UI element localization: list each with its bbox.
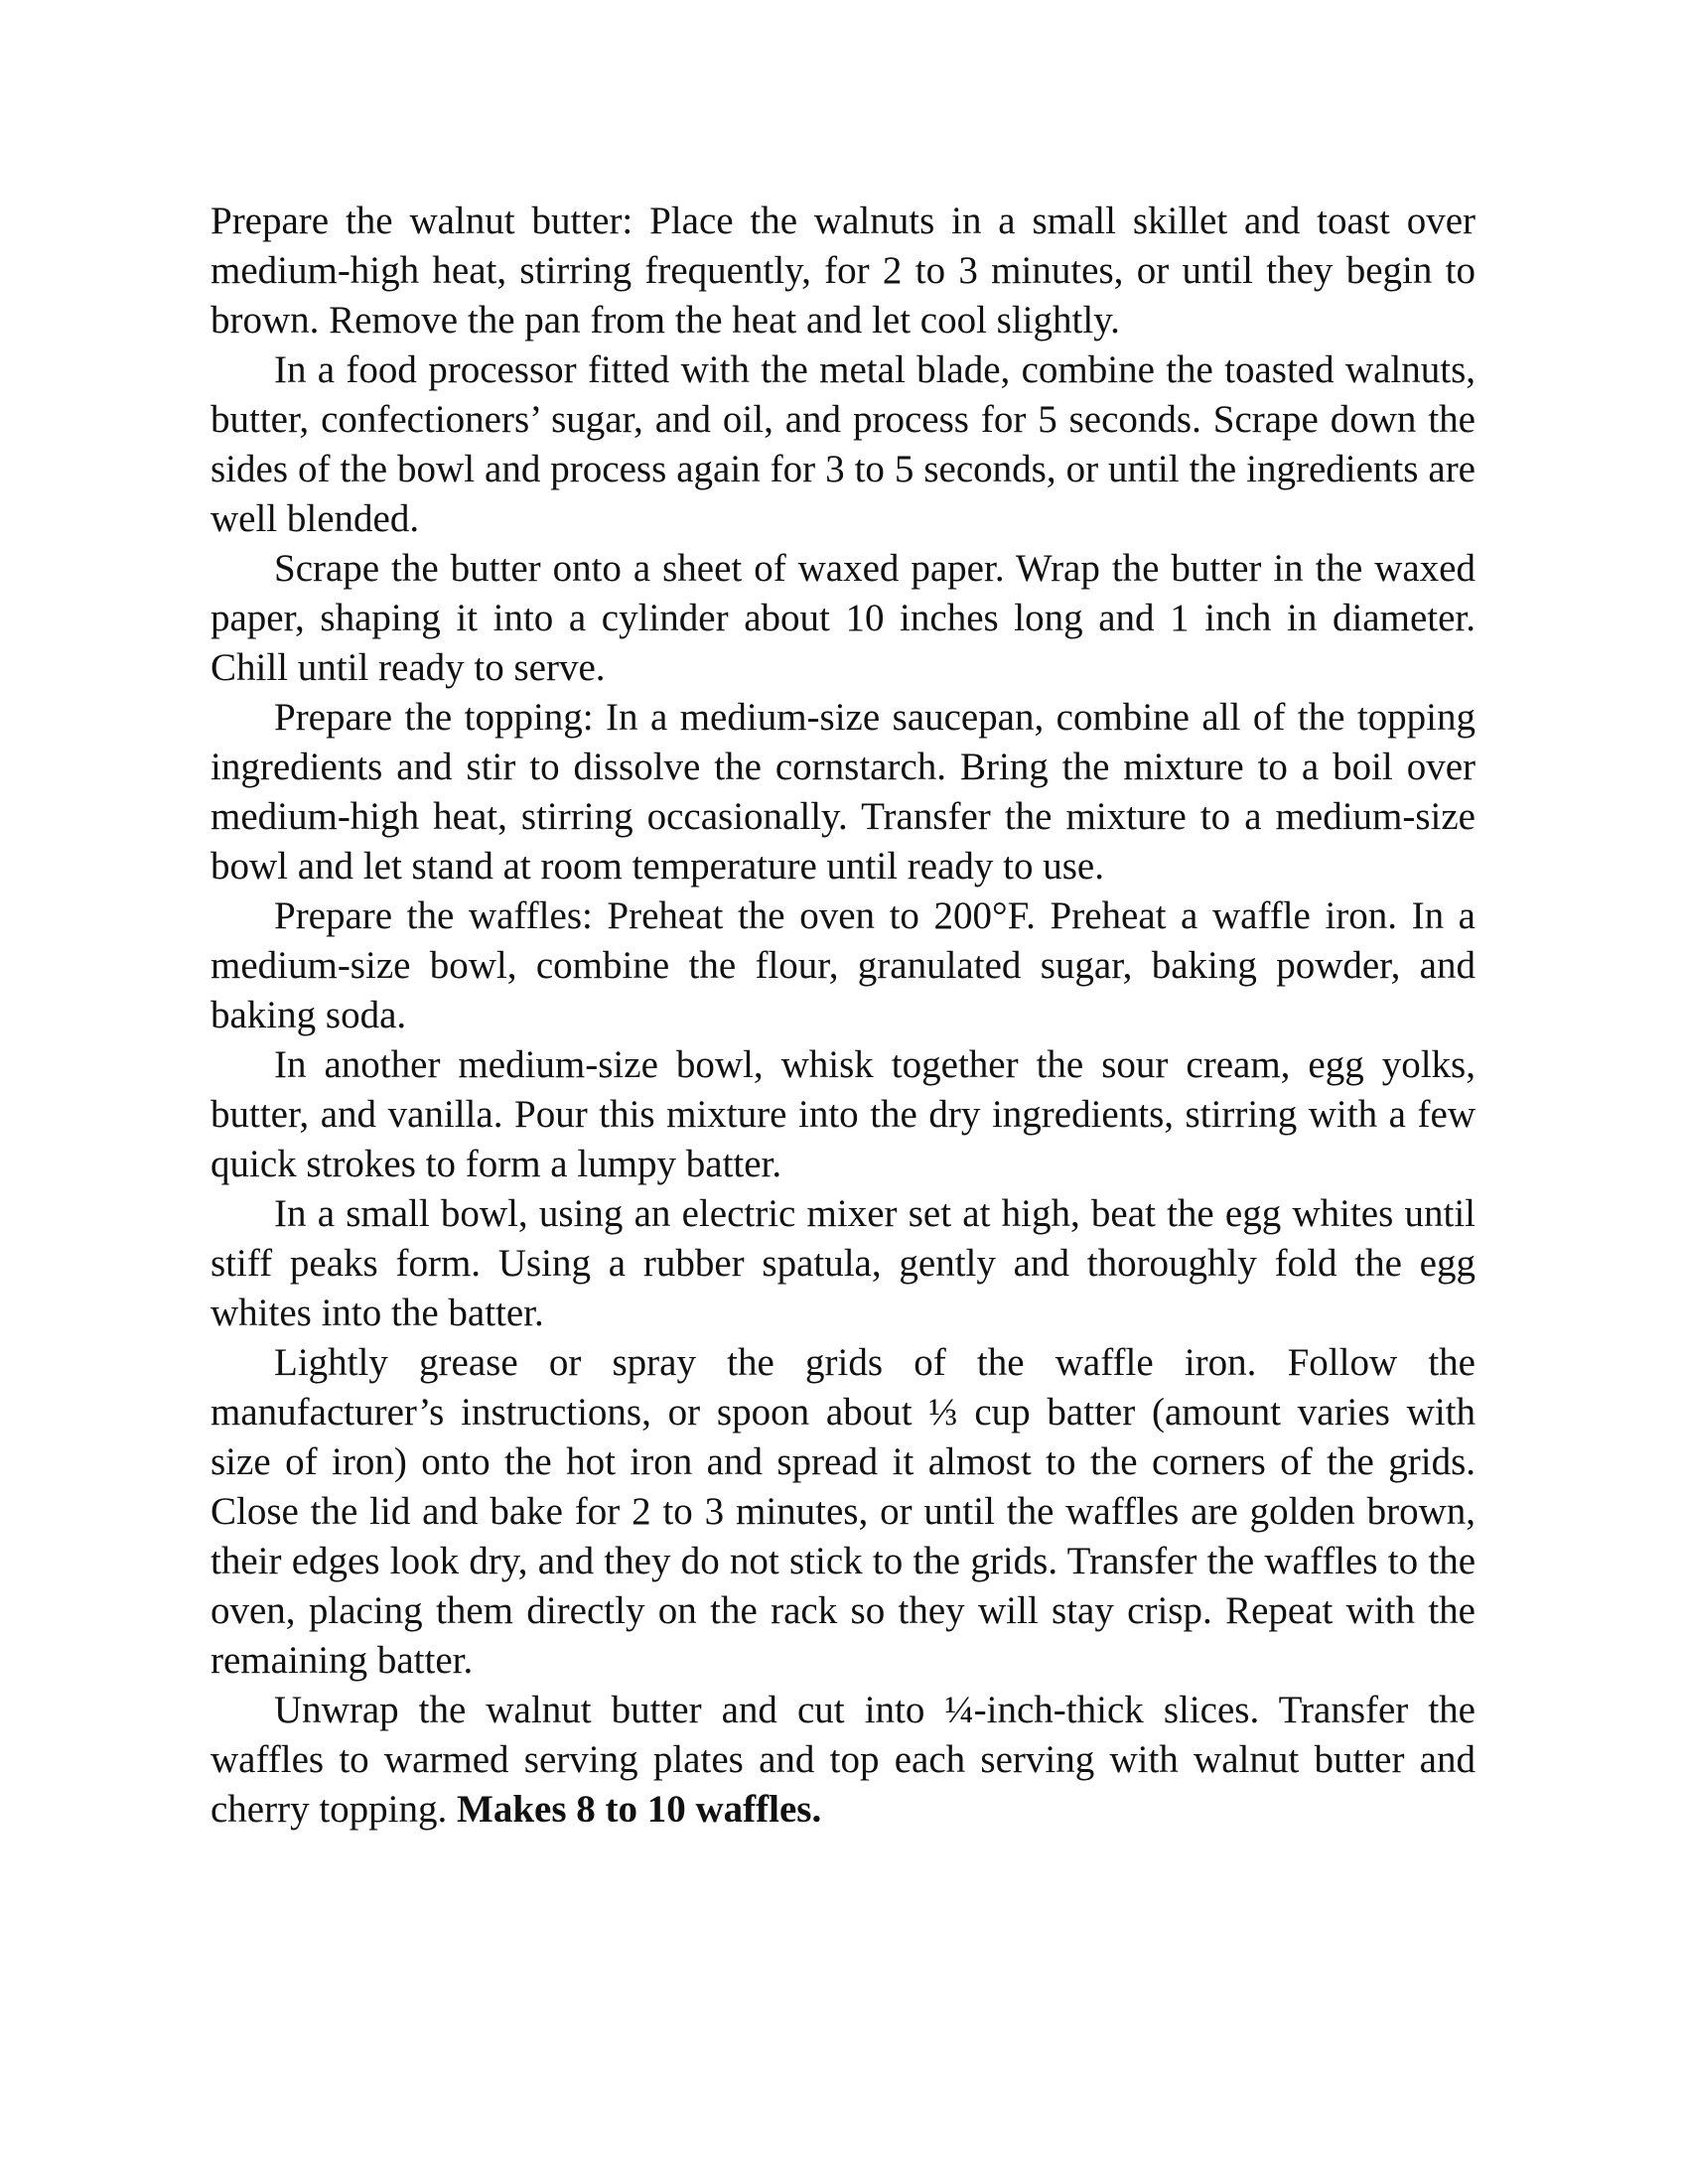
yield-text: Makes 8 to 10 waffles. [457, 1788, 822, 1831]
paragraph-serve [211, 1686, 1476, 1835]
paragraph-wet-ingredients: In another medium-size bowl, whisk together the sour cream, egg yolks, butter, and vanilla. Pour this mixture into the dry ingredients, stirring with a few quick strokes to form a lumpy batter. [211, 1043, 1476, 1185]
paragraph-food-processor: In a food processor fitted with the metal blade, combine the toasted walnuts, butter, confectioners’ sugar, and oil, and process for 5 seconds. Scrape down the sides of the bowl and process again for 3 to 5 seconds, or until the ingredients are well blended. [211, 348, 1476, 540]
recipe-instructions [211, 197, 1476, 1835]
paragraph-walnut-butter-prep: Prepare the walnut butter: Place the walnuts in a small skillet and toast over medium-high heat, stirring frequently, for 2 to 3 minutes, or until they begin to brown. Remove the pan from the heat and let cool slightly. [211, 200, 1476, 341]
paragraph-topping-prep: Prepare the topping: In a medium-size saucepan, combine all of the topping ingredients and stir to dissolve the cornstarch. Bring the mixture to a boil over medium-high heat, stirring occasionally. Transfer the mixture to a medium-size bowl and let stand at room temperature until ready to use. [211, 696, 1476, 887]
paragraph-bake-waffles: Lightly grease or spray the grids of the waffle iron. Follow the manufacturer’s instructions, or spoon about ⅓ cup batter (amount varies with size of iron) onto the hot iron and spread it almost to the corners of the grids. Close the lid and bake for 2 to 3 minutes, or until the waffles are golden brown, their edges look dry, and they do not stick to the grids. Transfer the waffles to the oven, placing them directly on the rack so they will stay crisp. Repeat with the remaining batter. [211, 1341, 1476, 1682]
paragraph-waffles-prep: Prepare the waffles: Preheat the oven to 200°F. Preheat a waffle iron. In a medium-size bowl, combine the flour, granulated sugar, baking powder, and baking soda. [211, 894, 1476, 1036]
paragraph-egg-whites: In a small bowl, using an electric mixer set at high, beat the egg whites until stiff peaks form. Using a rubber spatula, gently and thoroughly fold the egg whites into the batter. [211, 1192, 1476, 1334]
serve-text: Unwrap the walnut butter and cut into ¼-inch-thick slices. Transfer the waffles to warmed serving plates and top each serving with walnut butter and cherry topping. [211, 1689, 1476, 1831]
paragraph-waxed-paper: Scrape the butter onto a sheet of waxed paper. Wrap the butter in the waxed paper, shaping it into a cylinder about 10 inches long and 1 inch in diameter. Chill until ready to serve. [211, 547, 1476, 689]
